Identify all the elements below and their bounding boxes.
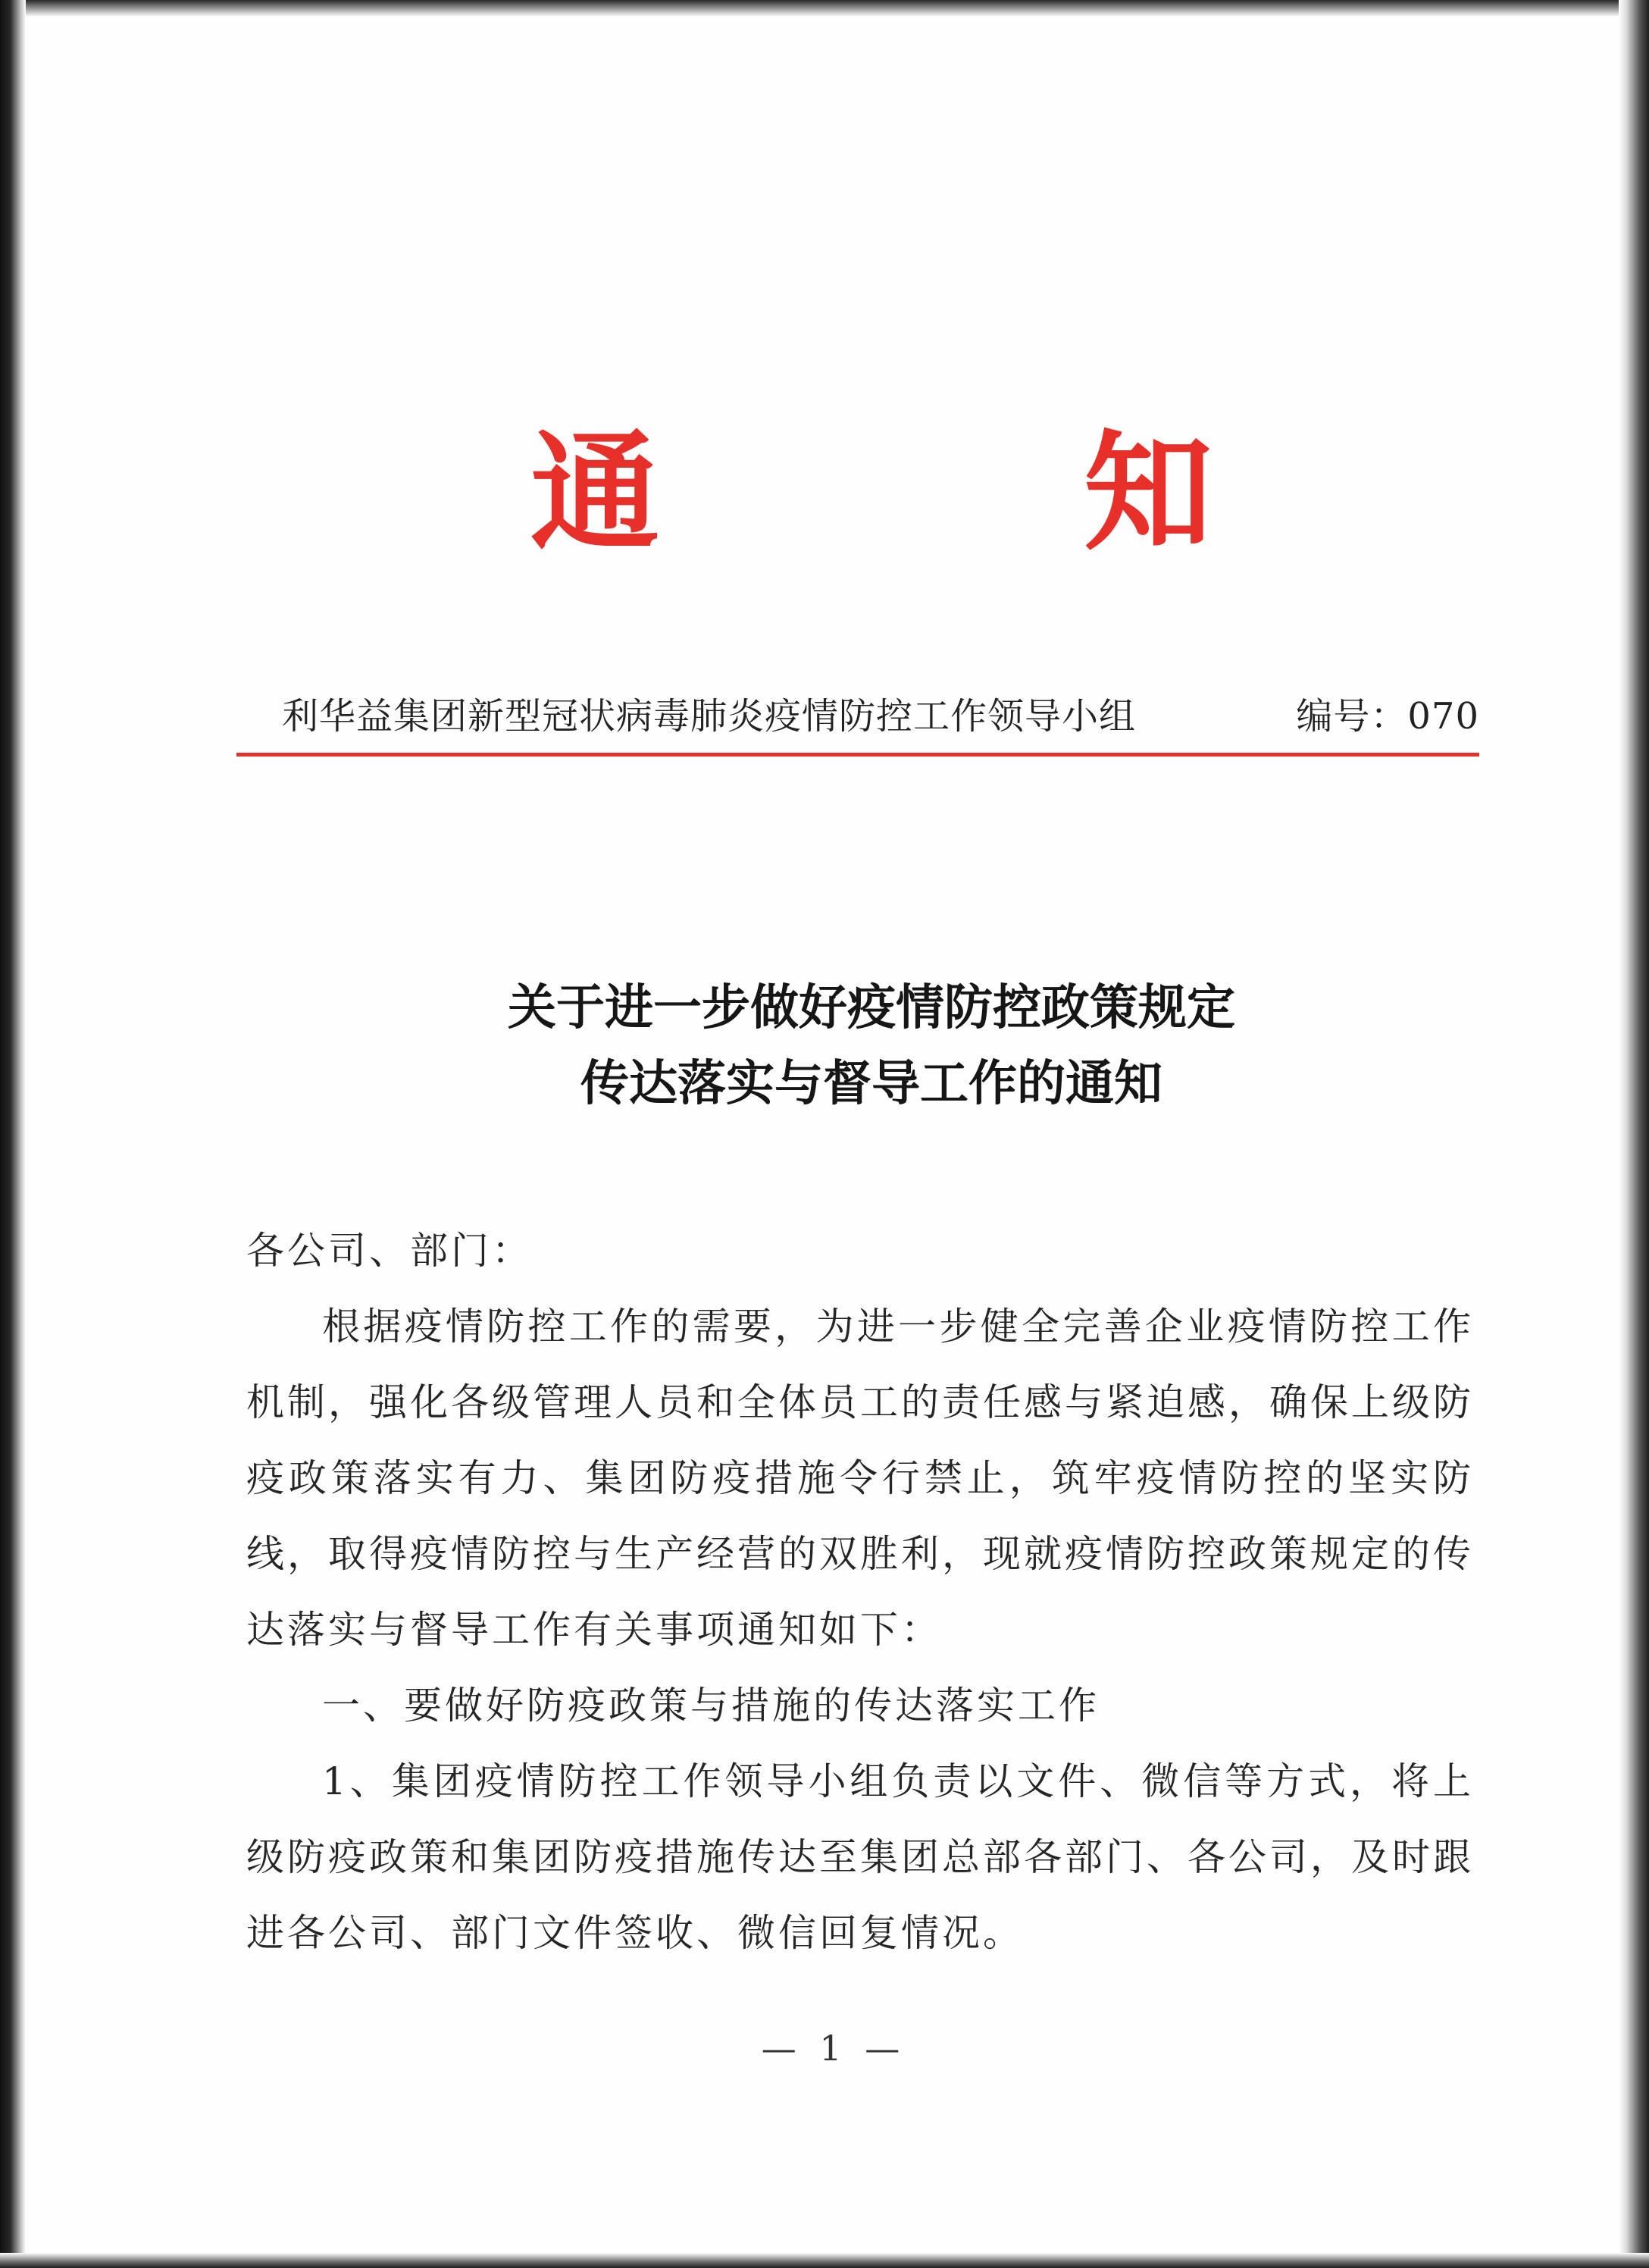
notice-body — [246, 1213, 1474, 1971]
scan-edge-bottom — [0, 2253, 1649, 2268]
notice-title-line-2: 传达落实与督导工作的通知 — [580, 1055, 1162, 1112]
notice-title-line-1: 关于进一步做好疫情防控政策规定 — [508, 979, 1235, 1036]
section-heading-1: 一、要做好防疫政策与措施的传达落实工作 — [322, 1684, 1100, 1728]
scan-edge-right — [1619, 0, 1649, 2268]
header-title-char-1: 通 — [530, 417, 660, 569]
issuer-line — [282, 686, 1479, 739]
header-title-char-2: 知 — [1083, 417, 1212, 569]
notice-title — [227, 970, 1516, 1122]
scan-edge-top — [0, 0, 1649, 17]
scan-edge-left — [0, 0, 26, 2268]
issuing-organization: 利华益集团新型冠状病毒肺炎疫情防控工作领导小组 — [282, 694, 1137, 738]
paragraph-intro: 根据疫情防控工作的需要，为进一步健全完善企业疫情防控工作机制，强化各级管理人员和全体员工的责任感与紧迫感，确保上级防疫政策落实有力、集团防疫措施令行禁止，筑牢疫情防控的坚实防线，取得疫情防控与生产经营的双胜利，现就疫情防控政策规定的传达落实与督导工作有关事项通知如下： — [246, 1305, 1474, 1652]
page-number: — 1 — — [761, 2028, 906, 2069]
header-divider — [236, 753, 1479, 757]
document-number: 编号：070 — [1296, 694, 1479, 738]
list-item-1: 1、集团疫情防控工作领导小组负责以文件、微信等方式，将上级防疫政策和集团防疫措施传达至集团总部各部门、各公司，及时跟进各公司、部门文件签收、微信回复情况。 — [246, 1759, 1474, 1955]
notice-header-title — [530, 417, 1212, 569]
salutation: 各公司、部门： — [246, 1229, 533, 1273]
